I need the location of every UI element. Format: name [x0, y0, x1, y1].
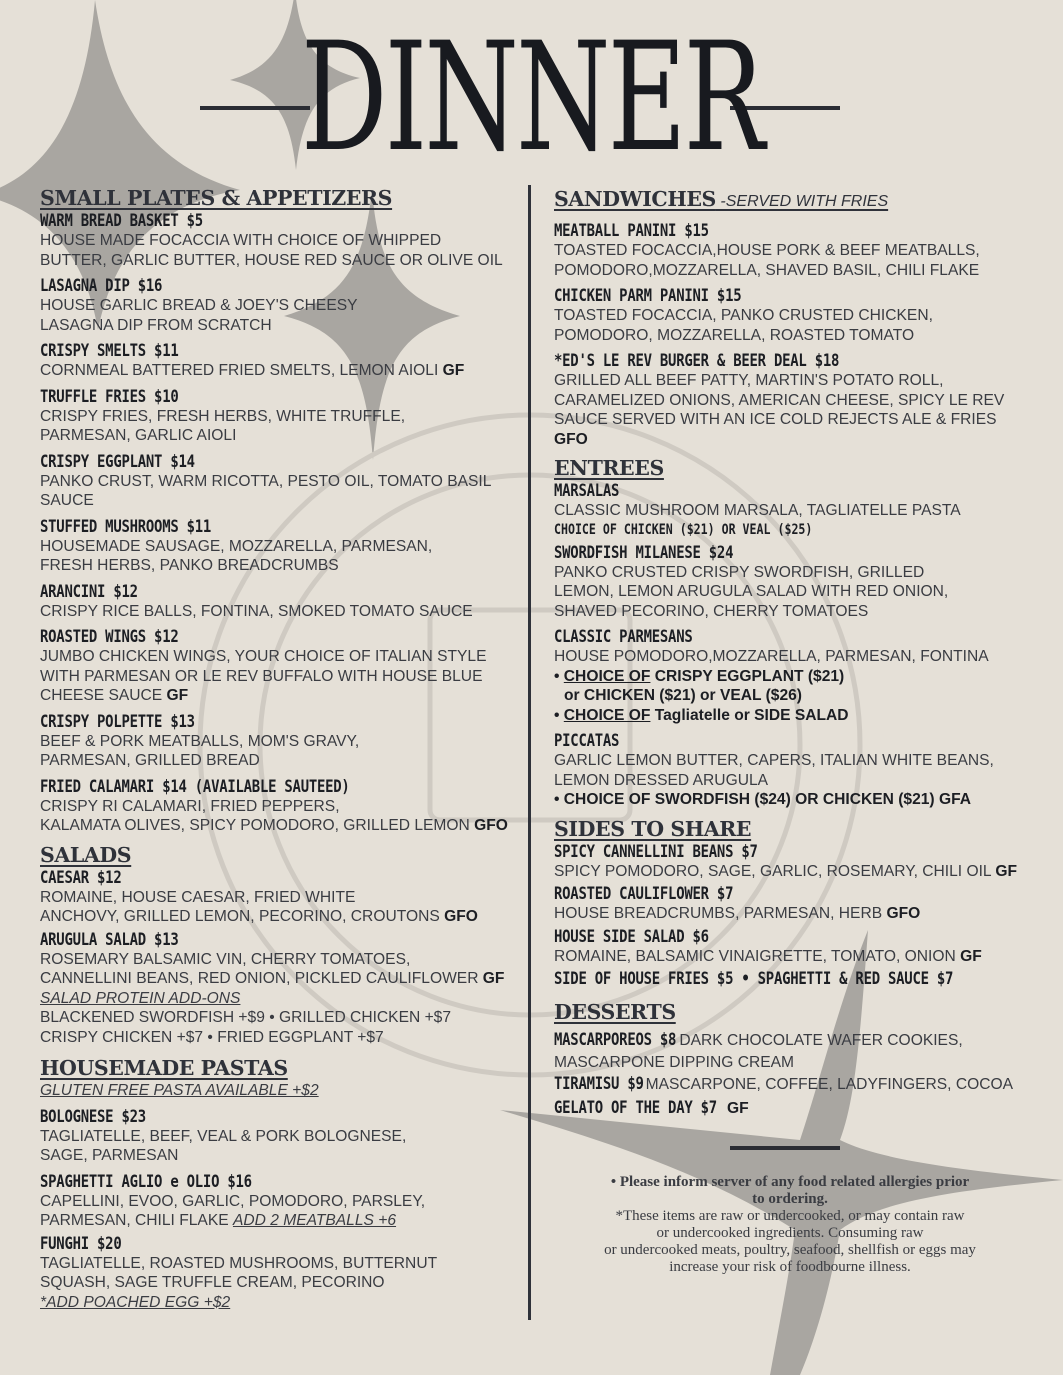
- item-desc: CORNMEAL BATTERED FRIED SMELTS, LEMON AIOLI: [40, 362, 443, 379]
- item-extra: ADD 2 MEATBALLS +6: [232, 1212, 397, 1229]
- menu-item: [554, 286, 1024, 345]
- item-name: FRIED CALAMARI $14 (AVAILABLE SAUTEED): [40, 776, 350, 797]
- choice-label: CHOICE OF: [563, 706, 651, 724]
- item-desc: ROMAINE, BALSAMIC VINAIGRETTE, TOMATO, ONION: [554, 947, 961, 965]
- item-desc: HOUSE GARLIC BREAD & JOEY'S CHEESY LASAGNA DIP FROM SCRATCH: [40, 297, 358, 334]
- menu-item: [554, 351, 1024, 449]
- choice-options: CRISPY EGGPLANT ($21): [650, 667, 845, 685]
- item-desc: CLASSIC MUSHROOM MARSALA, TAGLIATELLE PASTA: [554, 502, 961, 519]
- item-desc: CAPELLINI, EVOO, GARLIC, POMODORO, PARSLEY, PARMESAN, CHILI FLAKE: [40, 1192, 426, 1229]
- choice-options-cont: or CHICKEN ($21) or VEAL ($26): [564, 687, 803, 704]
- item-name: SWORDFISH MILANESE $24: [554, 542, 734, 563]
- menu-item: [40, 517, 518, 576]
- column-divider: [528, 185, 531, 1320]
- menu-item: [40, 777, 518, 836]
- section-heading-salads: SALADS: [40, 842, 132, 867]
- item-desc: TOASTED FOCACCIA, PANKO CRUSTED CHICKEN, POMODORO, MOZZARELLA, ROASTED TOMATO: [554, 307, 933, 344]
- item-name: ARANCINI $12: [40, 581, 138, 602]
- item-name: FUNGHI $20: [40, 1233, 122, 1254]
- item-desc: SPICY POMODORO, SAGE, GARLIC, ROSEMARY, CHILI OIL: [554, 862, 996, 880]
- item-name: CLASSIC PARMESANS: [554, 627, 693, 647]
- item-name: LASAGNA DIP $16: [40, 276, 163, 296]
- menu-item: [554, 884, 1024, 924]
- choice-options: Tagliatelle or SIDE SALAD: [650, 706, 849, 724]
- item-desc: PANKO CRUST, WARM RICOTTA, PESTO OIL, TOMATO BASIL SAUCE: [40, 472, 491, 509]
- menu-item: [40, 211, 518, 270]
- item-tag: GF: [166, 687, 189, 704]
- dessert-item: [554, 1097, 1024, 1121]
- item-sub: CHOICE OF CHICKEN ($21) OR VEAL ($25): [554, 521, 813, 538]
- item-desc: GRILLED ALL BEEF PATTY, MARTIN'S POTATO ROLL, CARAMELIZED ONIONS, AMERICAN CHEESE, SPICY LE REV SAUCE SERVED WITH AN ICE COLD REJECTS ALE & FRIES: [554, 372, 1005, 428]
- item-name: SPICY CANNELLINI BEANS $7: [554, 841, 758, 862]
- item-desc: HOUSE POMODORO,MOZZARELLA, PARMESAN, FONTINA: [554, 648, 989, 665]
- menu-item: [40, 930, 518, 989]
- menu-item: [554, 927, 1024, 967]
- item-tag: GFO: [554, 430, 588, 448]
- right-column: [554, 186, 1024, 1121]
- menu-item: [40, 1107, 518, 1166]
- item-desc: CRISPY RI CALAMARI, FRIED PEPPERS, KALAMATA OLIVES, SPICY POMODORO, GRILLED LEMON: [40, 797, 470, 834]
- item-name: MARSALAS: [554, 481, 620, 501]
- item-name: MEATBALL PANINI $15: [554, 221, 709, 241]
- item-desc: HOUSEMADE SAUSAGE, MOZZARELLA, PARMESAN, FRESH HERBS, PANKO BREADCRUMBS: [40, 537, 433, 574]
- item-desc: GARLIC LEMON BUTTER, CAPERS, ITALIAN WHITE BEANS, LEMON DRESSED ARUGULA: [554, 752, 994, 789]
- item-tag: GFO: [886, 905, 921, 922]
- section-heading-pastas: HOUSEMADE PASTAS: [40, 1056, 288, 1080]
- gf-pasta-note: GLUTEN FREE PASTA AVAILABLE +$2: [40, 1082, 319, 1099]
- item-tag: GF: [442, 362, 465, 379]
- menu-item: [554, 221, 1024, 280]
- section-heading-entrees: ENTREES: [554, 456, 664, 480]
- item-tag: GF: [482, 970, 505, 987]
- item-tag: GFO: [474, 817, 508, 834]
- menu-item: [40, 712, 518, 771]
- item-name: CHICKEN PARM PANINI $15: [554, 286, 742, 306]
- item-desc: ROSEMARY BALSAMIC VIN, CHERRY TOMATOES, CANNELLINI BEANS, RED ONION, PICKLED CAULIFLOWER: [40, 950, 479, 987]
- dessert-item: [554, 1073, 1024, 1097]
- sandwiches-note: -SERVED WITH FRIES: [715, 193, 889, 210]
- salad-addons-label: SALAD PROTEIN ADD-ONS: [40, 989, 241, 1007]
- item-desc: ROMAINE, HOUSE CAESAR, FRIED WHITE ANCHOVY, GRILLED LEMON, PECORINO, CROUTONS: [40, 888, 440, 925]
- menu-item: [554, 543, 1024, 622]
- item-desc: JUMBO CHICKEN WINGS, YOUR CHOICE OF ITALIAN STYLE WITH PARMESAN OR LE REV BUFFALO WITH HOUSE BLUE CHEESE SAUCE: [40, 648, 487, 704]
- left-column: [40, 185, 518, 1312]
- item-desc: CRISPY RICE BALLS, FONTINA, SMOKED TOMATO SAUCE: [40, 602, 473, 620]
- menu-item: [40, 1234, 518, 1313]
- section-heading-desserts: DESSERTS: [554, 1000, 676, 1024]
- item-extra: *ADD POACHED EGG +$2: [40, 1293, 231, 1311]
- section-heading-sides: SIDES TO SHARE: [554, 816, 752, 841]
- menu-item: CLASSIC PARMESANS HOUSE POMODORO,MOZZARELLA, PARMESAN, FONTINA • CHOICE OF CRISPY EGGPLANT ($21) or CHICKEN ($21) or VEAL ($26) • CHOICE OF Tagliatelle or SIDE SALAD: [554, 627, 1024, 725]
- item-name: ROASTED CAULIFLOWER $7: [554, 884, 734, 904]
- item-name: TIRAMISU $9: [554, 1073, 644, 1094]
- item-name: ROASTED WINGS $12: [40, 627, 179, 647]
- dessert-item: [554, 1029, 1024, 1053]
- item-tag: GF: [995, 862, 1018, 880]
- allergy-notice: • Please inform server of any food related allergies prior to ordering.: [610, 1174, 970, 1207]
- item-desc: DARK CHOCOLATE WAFER COOKIES,: [675, 1032, 963, 1049]
- item-tag: GF: [722, 1099, 749, 1117]
- item-name: WARM BREAD BASKET $5: [40, 211, 203, 231]
- menu-item: [40, 276, 518, 335]
- item-desc: TAGLIATELLE, BEEF, VEAL & PORK BOLOGNESE, SAGE, PARMESAN: [40, 1127, 407, 1164]
- item-name: ARUGULA SALAD $13: [40, 929, 179, 950]
- item-name: CAESAR $12: [40, 867, 122, 888]
- item-name: CRISPY EGGPLANT $14: [40, 451, 195, 472]
- item-desc: BEEF & PORK MEATBALLS, MOM'S GRAVY, PARMESAN, GRILLED BREAD: [40, 732, 360, 769]
- sides-extra: SIDE OF HOUSE FRIES $5 • SPAGHETTI & RED SAUCE $7: [554, 969, 954, 989]
- item-name: PICCATAS: [554, 731, 620, 751]
- small-plates-list: [40, 211, 518, 836]
- item-name: BOLOGNESE $23: [40, 1106, 146, 1127]
- menu-item: [40, 627, 518, 706]
- menu-item: [40, 868, 518, 927]
- item-name: HOUSE SIDE SALAD $6: [554, 926, 709, 947]
- choice-label: CHOICE OF: [563, 667, 651, 685]
- item-desc: MASCARPONE DIPPING CREAM: [554, 1054, 795, 1071]
- choice-options: CHOICE OF SWORDFISH ($24) OR CHICKEN ($21) GFA: [563, 791, 972, 808]
- item-desc: HOUSE MADE FOCACCIA WITH CHOICE OF WHIPPED BUTTER, GARLIC BUTTER, HOUSE RED SAUCE OR OLIVE OIL: [40, 232, 503, 269]
- item-name: CRISPY SMELTS $11: [40, 341, 179, 361]
- footer-notice: [560, 1174, 1020, 1276]
- item-desc: TOASTED FOCACCIA,HOUSE PORK & BEEF MEATBALLS, POMODORO,MOZZARELLA, SHAVED BASIL, CHILI FLAKE: [554, 242, 980, 279]
- menu-item: [40, 582, 518, 622]
- footer-rule: [730, 1146, 840, 1150]
- item-name: GELATO OF THE DAY $7: [554, 1097, 717, 1118]
- item-name: *ED'S LE REV BURGER & BEER DEAL $18: [554, 351, 840, 371]
- menu-item: [40, 341, 518, 381]
- menu-item: [40, 387, 518, 446]
- item-name: TRUFFLE FRIES $10: [40, 386, 179, 407]
- item-name: SPAGHETTI AGLIO e OLIO $16: [40, 1171, 252, 1192]
- item-desc: HOUSE BREADCRUMBS, PARMESAN, HERB: [554, 905, 887, 922]
- item-desc: PANKO CRUSTED CRISPY SWORDFISH, GRILLED LEMON, LEMON ARUGULA SALAD WITH RED ONION, SHAVED PECORINO, CHERRY TOMATOES: [554, 563, 949, 620]
- item-name: CRISPY POLPETTE $13: [40, 711, 195, 732]
- item-tag: GF: [960, 947, 982, 965]
- menu-item: PICCATAS GARLIC LEMON BUTTER, CAPERS, ITALIAN WHITE BEANS, LEMON DRESSED ARUGULA • CHOICE OF SWORDFISH ($24) OR CHICKEN ($21) GFA: [554, 731, 1024, 810]
- raw-food-warning: *These items are raw or undercooked, or may contain raw or undercooked ingredients. Consuming raw or undercooked meats, poultry, seafood, shellfish or eggs may increase your risk of foodbourne illness.: [604, 1208, 976, 1275]
- item-tag: GFO: [444, 908, 478, 925]
- page-title: DINNER: [300, 11, 763, 185]
- section-heading-small-plates: SMALL PLATES & APPETIZERS: [40, 186, 393, 210]
- item-name: MASCARPOREOS $8: [554, 1030, 677, 1050]
- item-name: STUFFED MUSHROOMS $11: [40, 516, 212, 537]
- salad-addons: BLACKENED SWORDFISH +$9 • GRILLED CHICKEN +$7 CRISPY CHICKEN +$7 • FRIED EGGPLANT +$7: [40, 1009, 452, 1046]
- menu-item: [554, 842, 1024, 882]
- item-desc: CRISPY FRIES, FRESH HERBS, WHITE TRUFFLE, PARMESAN, GARLIC AIOLI: [40, 407, 406, 444]
- section-heading-sandwiches: SANDWICHES: [554, 187, 716, 211]
- menu-item: [40, 1172, 518, 1231]
- item-desc: MASCARPONE, COFFEE, LADYFINGERS, COCOA: [641, 1075, 1014, 1093]
- menu-item: [40, 452, 518, 511]
- item-desc: TAGLIATELLE, ROASTED MUSHROOMS, BUTTERNUT SQUASH, SAGE TRUFFLE CREAM, PECORINO: [40, 1254, 438, 1291]
- menu-item: [554, 481, 1024, 540]
